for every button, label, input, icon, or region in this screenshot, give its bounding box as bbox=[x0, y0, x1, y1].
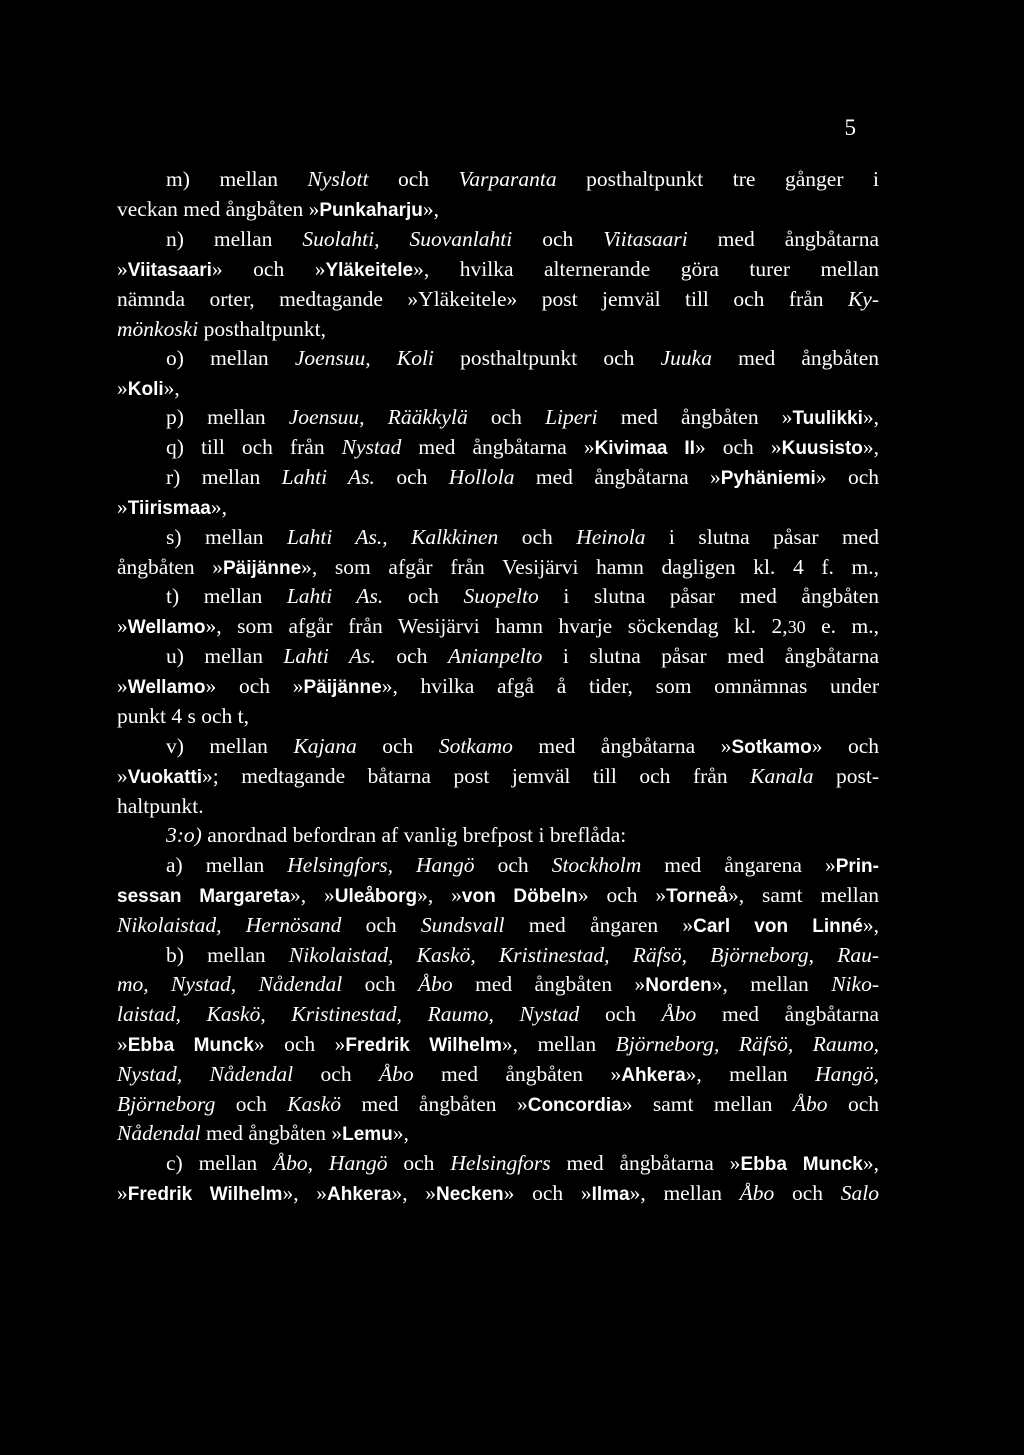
text-line: r) mellan Lahti As. och Hollola med ångbåtarna »Pyhäniemi» och bbox=[166, 465, 880, 489]
text-line: Nikolaistad, Hernösand och Sundsvall med ångaren »Carl von Linné», bbox=[117, 913, 880, 937]
text-line: »Koli», bbox=[117, 376, 180, 400]
text-line: p) mellan Joensuu, Rääkkylä och Liperi med ångbåten »Tuulikki», bbox=[166, 405, 879, 429]
text-line: »Vuokatti»; medtagande båtarna post jemväl till och från Kanala post- bbox=[117, 764, 879, 788]
text-line: mönkoski posthaltpunkt, bbox=[117, 317, 327, 341]
page-number: 5 bbox=[844, 115, 856, 140]
text-line: n) mellan Suolahti, Suovanlahti och Viitasaari med ångbåtarna bbox=[166, 227, 879, 251]
text-line: »Tiirismaa», bbox=[117, 495, 227, 519]
text-line: Nådendal med ångbåten »Lemu», bbox=[117, 1121, 409, 1145]
text-line: Björneborg och Kaskö med ångbåten »Concordia» samt mellan Åbo och bbox=[117, 1092, 879, 1116]
text-line: »Wellamo» och »Päijänne», hvilka afgå å tider, som omnämnas under bbox=[117, 674, 880, 698]
text-line: c) mellan Åbo, Hangö och Helsingfors med ångbåtarna »Ebba Munck», bbox=[166, 1151, 879, 1175]
text-line: 3:o) anordnad befordran af vanlig brefpost i breflåda: bbox=[166, 823, 627, 847]
text-line: »Ebba Munck» och »Fredrik Wilhelm», mellan Björneborg, Räfsö, Raumo, bbox=[117, 1032, 879, 1056]
text-line: nämnda orter, medtagande »Yläkeitele» post jemväl till och från Ky- bbox=[117, 287, 879, 311]
text-line: ångbåten »Päijänne», som afgår från Vesijärvi hamn dagligen kl. 4 f. m., bbox=[117, 555, 879, 579]
text-line: sessan Margareta», »Uleåborg», »von Döbeln» och »Torneå», samt mellan bbox=[117, 883, 880, 907]
text-line: v) mellan Kajana och Sotkamo med ångbåtarna »Sotkamo» och bbox=[166, 734, 880, 758]
text-line: Nystad, Nådendal och Åbo med ångbåten »Ahkera», mellan Hangö, bbox=[117, 1062, 879, 1086]
text-line: laistad, Kaskö, Kristinestad, Raumo, Nystad och Åbo med ångbåtarna bbox=[117, 1002, 879, 1026]
text-line: s) mellan Lahti As., Kalkkinen och Heinola i slutna påsar med bbox=[166, 525, 879, 549]
text-line: »Wellamo», som afgår från Wesijärvi hamn hvarje söckendag kl. 2,30 e. m., bbox=[117, 614, 879, 638]
text-line: »Viitasaari» och »Yläkeitele», hvilka alternerande göra turer mellan bbox=[117, 257, 880, 281]
text-line: m) mellan Nyslott och Varparanta posthaltpunkt tre gånger i bbox=[166, 167, 880, 191]
text-line: q) till och från Nystad med ångbåtarna »Kivimaa II» och »Kuusisto», bbox=[166, 435, 880, 459]
text-line: veckan med ångbåten »Punkaharju», bbox=[117, 197, 439, 221]
text-line: b) mellan Nikolaistad, Kaskö, Kristinestad, Räfsö, Björneborg, Rau- bbox=[166, 943, 879, 967]
text-line: haltpunkt. bbox=[117, 794, 204, 818]
text-line: »Fredrik Wilhelm», »Ahkera», »Necken» och »Ilma», mellan Åbo och Salo bbox=[117, 1181, 879, 1205]
text-line: mo, Nystad, Nådendal och Åbo med ångbåten »Norden», mellan Niko- bbox=[117, 972, 879, 996]
text-line: o) mellan Joensuu, Koli posthaltpunkt och Juuka med ångbåten bbox=[166, 346, 879, 370]
text-line: a) mellan Helsingfors, Hangö och Stockholm med ångarena »Prin- bbox=[166, 853, 879, 877]
text-line: punkt 4 s och t, bbox=[117, 704, 249, 728]
text-line: t) mellan Lahti As. och Suopelto i slutna påsar med ångbåten bbox=[166, 584, 880, 608]
text-line: u) mellan Lahti As. och Anianpelto i slutna påsar med ångbåtarna bbox=[166, 644, 880, 668]
